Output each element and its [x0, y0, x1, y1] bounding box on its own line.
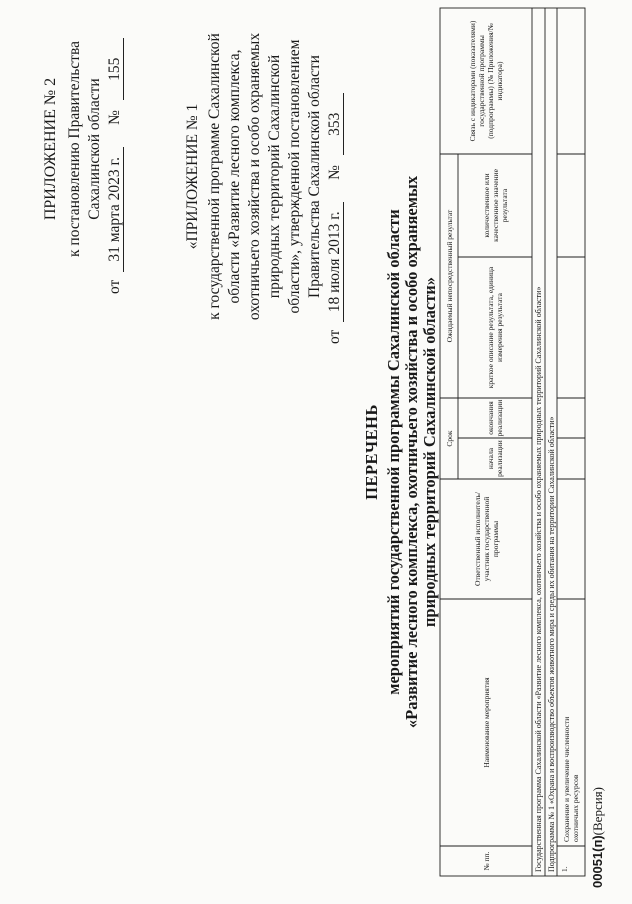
row1-activity-name: Сохранение и увеличение численности охотничьих ресурсов [562, 716, 580, 842]
list-subtitle-line: «Развитие лесного комплекса, охотничьего хозяйства и особо охраняемых [402, 175, 421, 729]
appendix-number: 155 [107, 38, 124, 100]
row-program-title: Государственная программа Сахалинской области «Развитие лесного комплекса, охотничьего хозяйства и особо охраняемых природных территорий Сахалинской области» [534, 286, 543, 872]
col-header-start: начала реализации [486, 440, 504, 477]
col-header-term: Срок [444, 430, 454, 447]
prior-appendix-from-label: от [326, 329, 343, 344]
prior-appendix-line: области «Развитие лесного комплекса, [226, 49, 243, 304]
prior-appendix-line: охотничьего хозяйства и особо охраняемых [246, 32, 263, 321]
document-footer-code [590, 787, 606, 888]
prior-appendix-line: к государственной программе Сахалинской [206, 33, 223, 320]
list-title: ПЕРЕЧЕНЬ [362, 404, 381, 500]
prior-appendix-title: «ПРИЛОЖЕНИЕ № 1 [184, 103, 201, 250]
row1-number: 1. [559, 866, 569, 872]
appendix-line-2: Сахалинской области [86, 78, 103, 220]
col-header-expected-result: Ожидаемый непосредственный результат [444, 209, 454, 343]
appendix-line-1: к постановлению Правительства [66, 41, 83, 257]
prior-appendix-number: 353 [327, 93, 344, 155]
appendix-from-label: от [106, 279, 123, 294]
prior-appendix-number-label: № [326, 165, 343, 180]
prior-appendix-line: Правительства Сахалинской области [306, 55, 323, 298]
col-header-result-description: краткое описание результата, единица измерения результата [486, 266, 504, 389]
prior-appendix-line: природных территорий Сахалинской [266, 54, 283, 299]
col-header-responsible: Ответственный исполнитель/участник государственной программы [472, 492, 500, 586]
row-subprogram-title: Подпрограмма № 1 «Охрана и воспроизводство объектов животного мира и среды их обитания на территории Сахалинской области» [547, 416, 556, 872]
footer-version: (Версия) [590, 787, 605, 836]
col-header-result-value: количественное или качественное значение результата [481, 169, 509, 242]
prior-appendix-line: области», утвержденной постановлением [286, 39, 303, 314]
appendix-number-label: № [106, 110, 123, 125]
appendix-title: ПРИЛОЖЕНИЕ № 2 [42, 77, 59, 221]
col-header-indicator-link: Связь с индикаторами (показателями) государственной программы (подпрограммы) (№ Приложения/№ индикатора) [468, 20, 504, 142]
col-header-activity-name: Наименование мероприятия [481, 677, 491, 768]
col-header-end: окончания реализации [486, 399, 504, 437]
list-subtitle-line: мероприятий государственной программы Сахалинской области [384, 209, 403, 695]
col-header-number: № пп. [481, 851, 491, 871]
appendix-date: 31 марта 2023 г. [107, 147, 124, 272]
prior-appendix-date: 18 июля 2013 г. [327, 202, 344, 322]
footer-code: 00051(п) [590, 835, 605, 888]
list-subtitle-line: природных территорий Сахалинской области» [420, 276, 439, 628]
